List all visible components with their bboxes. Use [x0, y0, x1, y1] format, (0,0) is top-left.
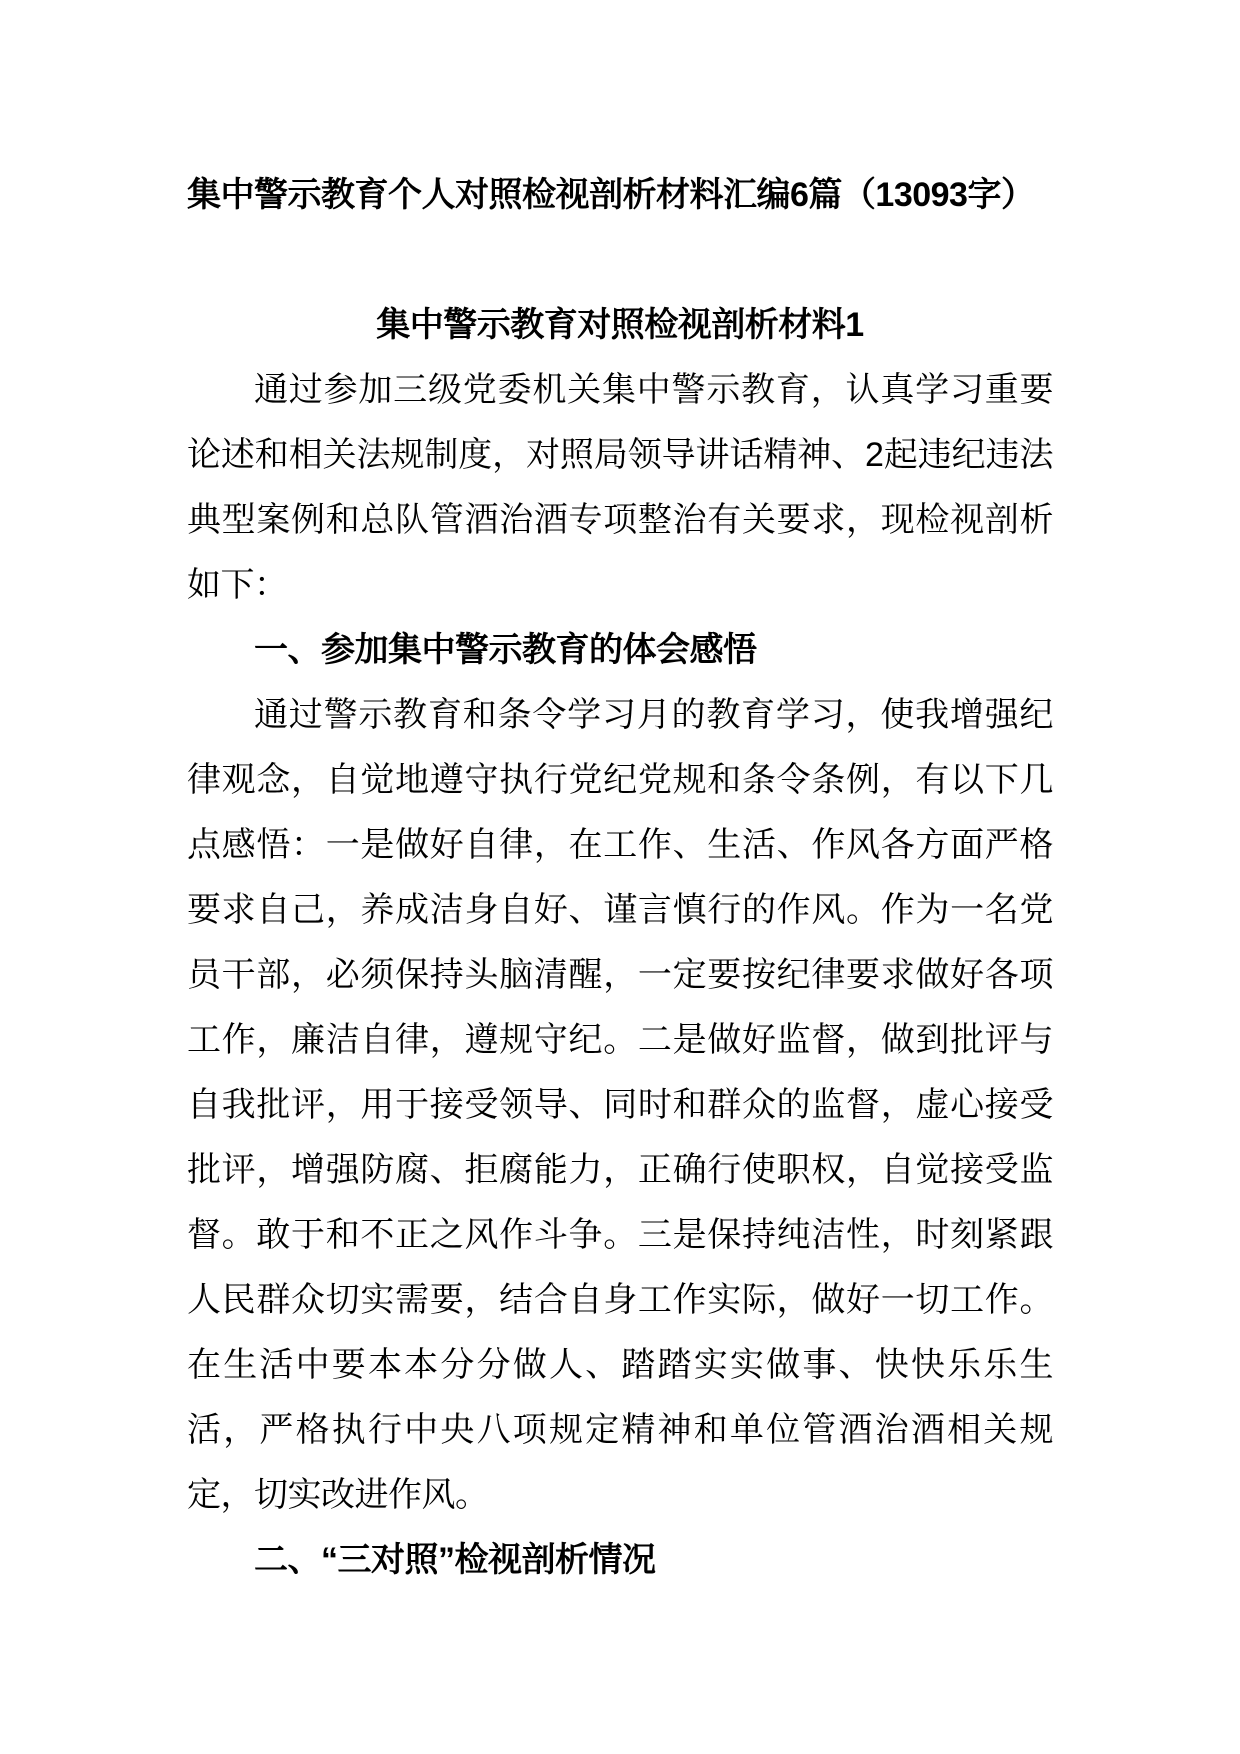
document-subtitle: 集中警示教育对照检视剖析材料1 [376, 306, 864, 344]
section-heading: 二、“三对照”检视剖析情况 [254, 1541, 656, 1579]
document-title: 集中警示教育个人对照检视剖析材料汇编6篇（13093字） [187, 176, 1035, 214]
document-body [187, 358, 1053, 1593]
blank-line [187, 228, 1053, 293]
body-paragraph: 通过参加三级党委机关集中警示教育，认真学习重要论述和相关法规制度，对照局领导讲话精神、2起违纪违法典型案例和总队管酒治酒专项整治有关要求，现检视剖析如下： [187, 371, 1053, 604]
section-heading: 一、参加集中警示教育的体会感悟 [254, 631, 757, 669]
body-paragraph: 通过警示教育和条令学习月的教育学习，使我增强纪律观念，自觉地遵守执行党纪党规和条令条例，有以下几点感悟：一是做好自律，在工作、生活、作风各方面严格要求自己，养成洁身自好、谨言慎行的作风。作为一名党员干部，必须保持头脑清醒，一定要按纪律要求做好各项工作，廉洁自律，遵规守纪。二是做好监督，做到批评与自我批评，用于接受领导、同时和群众的监督，虚心接受批评，增强防腐、拒腐能力，正确行使职权，自觉接受监督。敢于和不正之风作斗争。三是保持纯洁性，时刻紧跟人民群众切实需要，结合自身工作实际，做好一切工作。在生活中要本本分分做人、踏踏实实做事、快快乐乐生活，严格执行中央八项规定精神和单位管酒治酒相关规定，切实改进作风。 [187, 696, 1053, 1514]
